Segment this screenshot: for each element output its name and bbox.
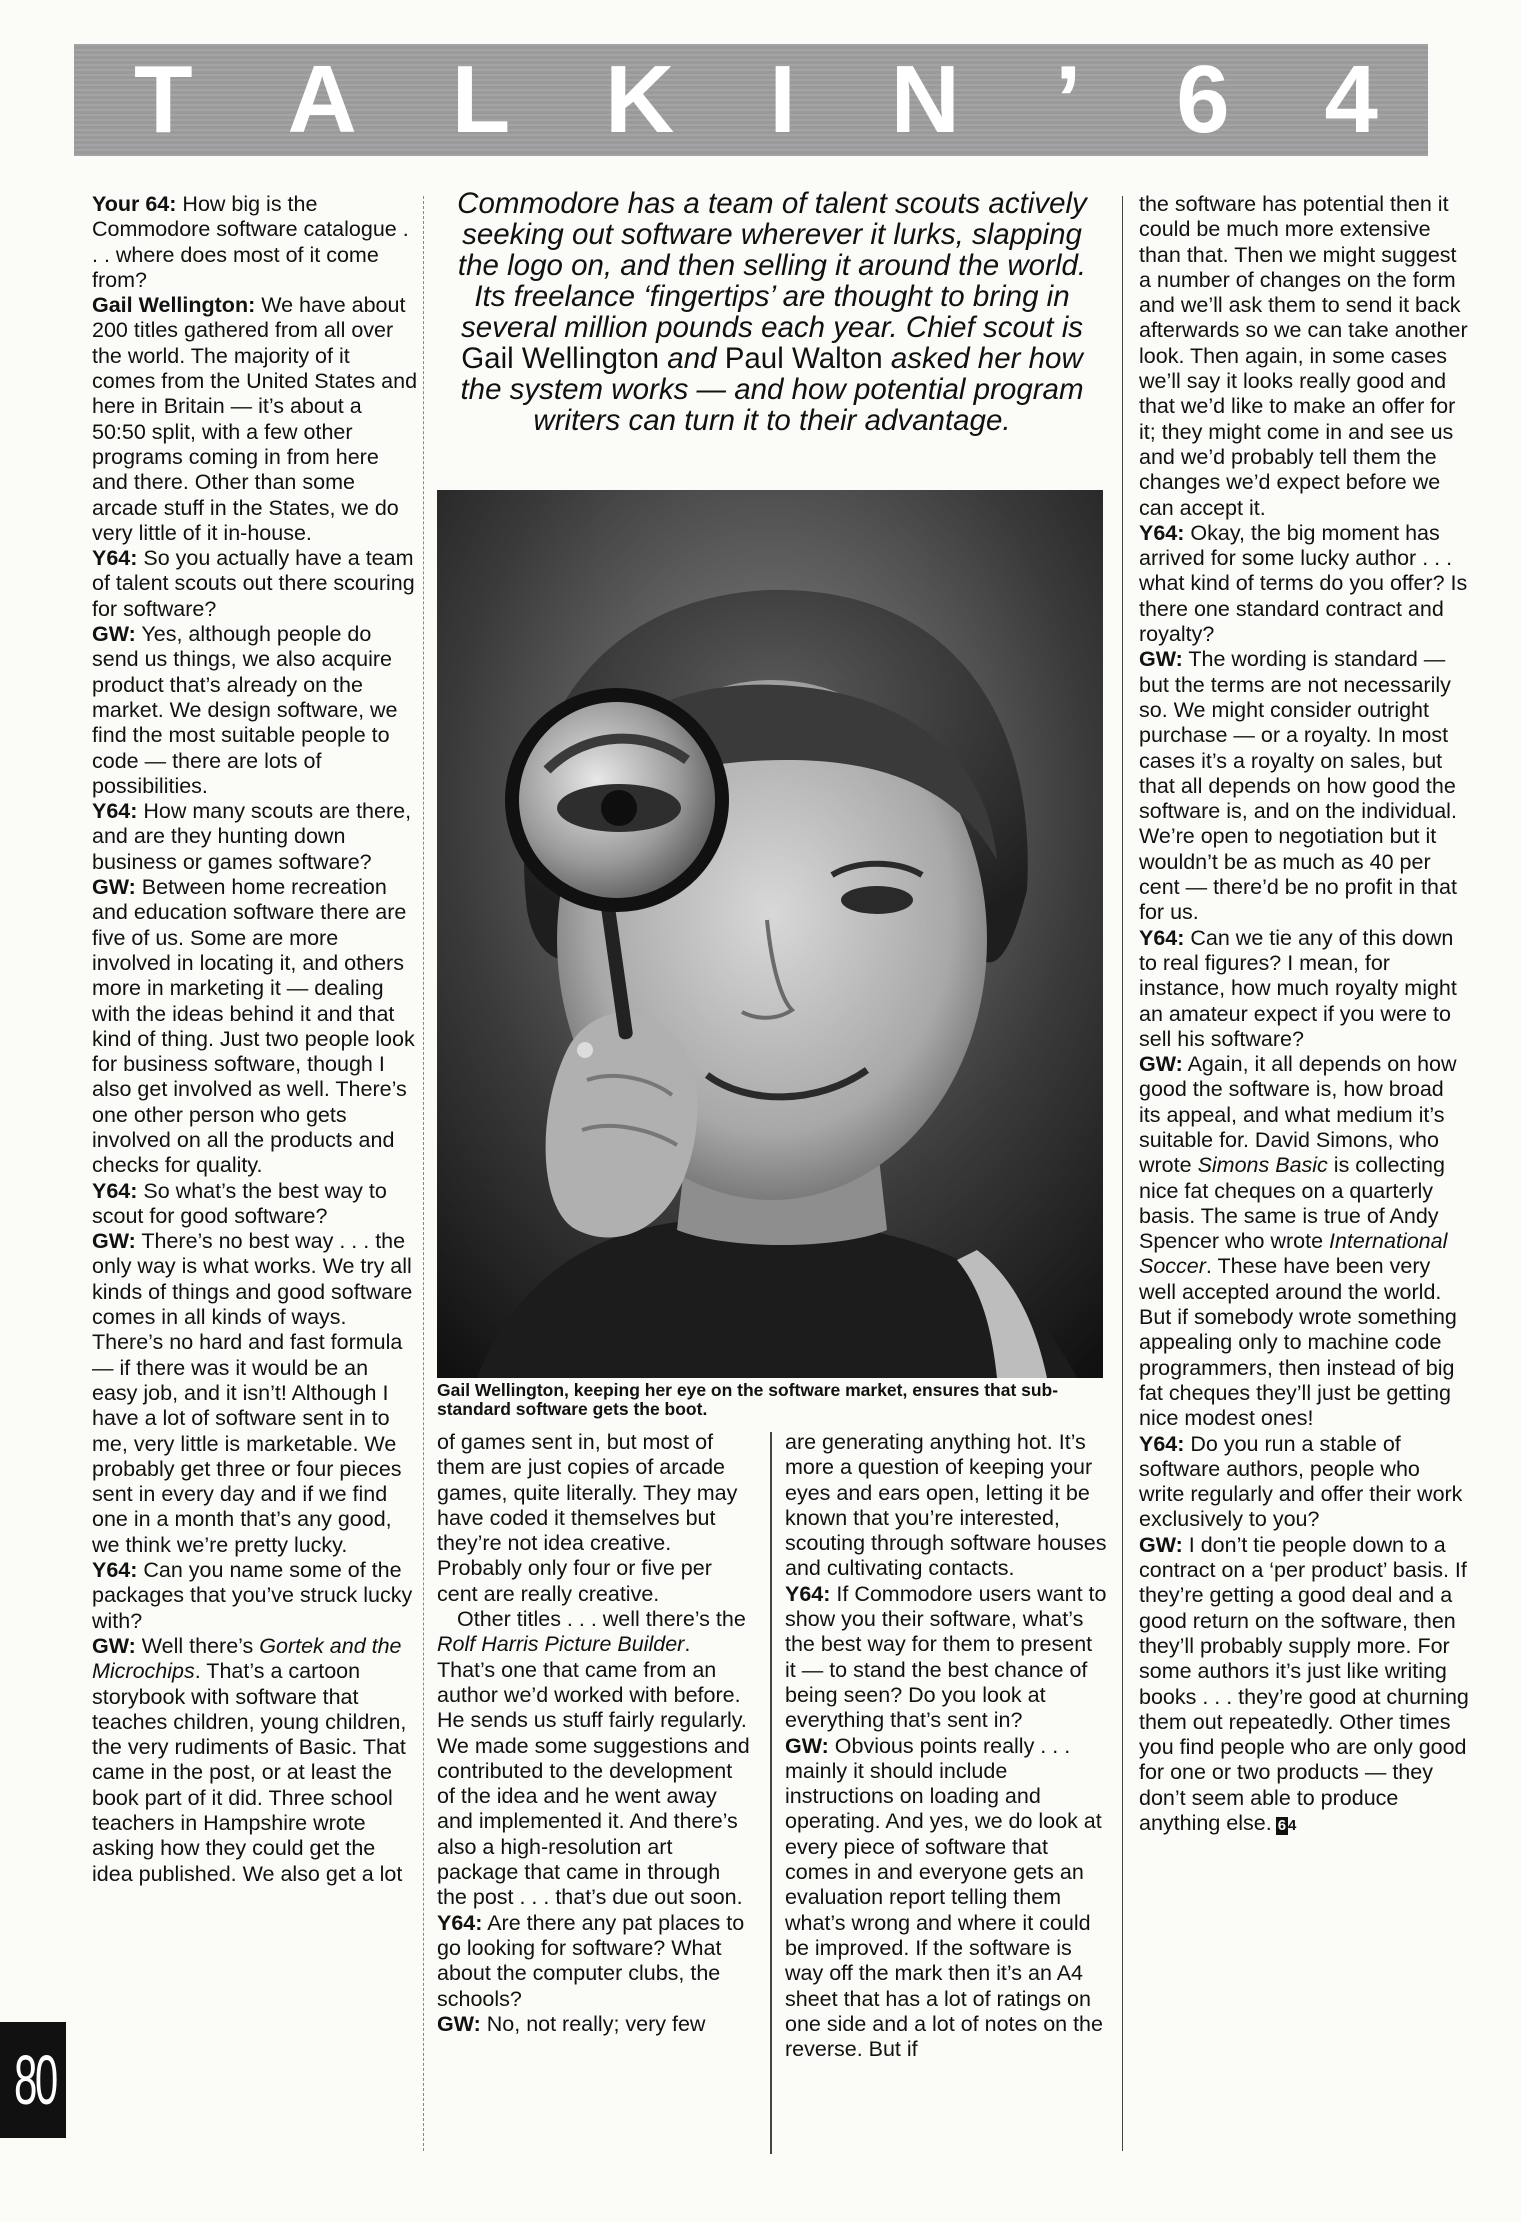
standfirst-name: Paul Walton [724, 342, 883, 375]
speaker-label: Your 64: [92, 192, 177, 216]
title-letter: A [287, 46, 357, 153]
answer-text: I don’t tie people down to a contract on a ‘per product’ basis. If they’re getting a good deal and a good return on the software, then they’ll probably supply more. For some authors it’s just like writing books . . . they’re good at churning them out repeatedly. Other times you find people who are only good for one or two products — they don’t seem able to produce anything else. [1139, 1532, 1469, 1835]
answer-text: The wording is standard — but the terms are not necessarily so. We might consider outright purchase — or a royalty. In most cases it’s a royalty on sales, but that all depends on how good the software is, and on the individual. We’re open to negotiation but it wouldn’t be as much as 40 per cent — there’d be no profit in that for us. [1139, 647, 1457, 925]
speaker-label: Y64: [92, 799, 138, 824]
speaker-label: Y64: [92, 546, 138, 571]
speaker-label: GW: [437, 2011, 481, 2036]
speaker-label: GW: [785, 1733, 829, 1758]
photo-caption: Gail Wellington, keeping her eye on the software market, ensures that sub-standard software gets the boot. [437, 1380, 1059, 1419]
title-banner [74, 44, 1428, 156]
paragraph [1139, 926, 1471, 1052]
answer-text: the software has potential then it could be much more extensive than that. Then we might suggest a number of changes on the form and we’ll ask them to send it back afterwards so we can take another look. Then again, in some cases we’ll say it looks really good and that we’d like to make an offer for it; they might come in and see us and we’d probably tell them the changes we’d expect before we can accept it. [1139, 192, 1468, 520]
paragraph [437, 2012, 753, 2037]
column-divider [770, 1432, 772, 2154]
standfirst [445, 188, 1099, 436]
speaker-label: Y64: [785, 1581, 831, 1606]
paragraph [437, 1607, 753, 1911]
paragraph [92, 293, 418, 546]
speaker-label: Y64: [92, 1558, 138, 1583]
interview-column-2a [437, 1430, 753, 2037]
speaker-label: Y64: [1139, 1431, 1185, 1456]
paragraph [1139, 1533, 1471, 1839]
title-italic: Rolf Harris Picture Builder [437, 1632, 685, 1657]
speaker-label: GW: [92, 1229, 136, 1254]
speaker-label: GW: [1139, 1532, 1183, 1557]
question-text: Are there any pat places to go looking for software? What about the computer clubs, the schools? [437, 1910, 745, 2011]
speaker-label: Y64: [437, 1910, 483, 1935]
interview-column-3 [1139, 192, 1471, 1838]
question-text: Do you run a stable of software authors, people who write regularly and offer their work exclusively to you? [1139, 1431, 1463, 1532]
paragraph [1139, 521, 1471, 647]
interview-column-1 [92, 192, 418, 1887]
answer-text: Between home recreation and education software there are five of us. Some are more involved in locating it, and others more in marketing it — dealing with the ideas behind it and that kind of thing. Just two people look for business software, though I also get involved as well. There’s one other person who gets involved on all the products and checks for quality. [92, 875, 415, 1178]
page-number [0, 2022, 66, 2138]
end-mark-tail: 4 [1288, 1817, 1297, 1834]
answer-text: are generating anything hot. It’s more a question of keeping your eyes and ears open, letting it be known that you’re interested, scouting through software houses and cultivating contacts. [785, 1430, 1107, 1581]
paragraph [1139, 647, 1471, 925]
speaker-label: GW: [92, 1633, 136, 1658]
title-letter: I [769, 46, 796, 153]
standfirst-name: Gail Wellington [461, 342, 660, 375]
title-letter: ’ [1054, 46, 1082, 153]
question-text: Okay, the big moment has arrived for some lucky author . . . what kind of terms do you offer? Is there one standard contract and royalty? [1139, 520, 1468, 647]
portrait-photo [437, 490, 1103, 1378]
paragraph [92, 1558, 418, 1634]
paragraph [92, 1179, 418, 1230]
title-letter: N [890, 46, 960, 153]
speaker-label: GW: [92, 622, 136, 647]
paragraph [785, 1430, 1107, 1582]
answer-text: Again, it all depends on how good the software is, how broad its appeal, and what medium it’s suitable for. David Simons, who wrote [1139, 1052, 1457, 1178]
answer-text: There’s no best way . . . the only way is what works. We try all kinds of things and good software comes in all kinds of ways. There’s no hard and fast formula — if there was it would be an easy job, and it isn’t! Although I have a lot of software sent in to me, very little is marketable. We probably get three or four pieces sent in every day and if we find one in a month that’s any good, we think we’re pretty lucky. [92, 1229, 413, 1557]
standfirst-text: and [659, 342, 725, 375]
question-text: So you actually have a team of talent scouts out there scouring for software? [92, 546, 415, 621]
speaker-label: Y64: [1139, 925, 1185, 950]
answer-text: . That’s a cartoon storybook with software that teaches children, young children, the very rudiments of Basic. That came in the post, or at least the book part of it did. Three school teachers in Hampshire wrote asking how they could get the idea published. We also get a lot [92, 1659, 407, 1886]
paragraph [437, 1430, 753, 1607]
paragraph [92, 875, 418, 1179]
answer-text: . That’s one that came from an author we’d worked with before. He sends us stuff fairly regularly. We made some suggestions and contributed to the development of the idea and he went away and implemented it. And there’s also a high-resolution art package that came in through the post . . . that’s due out soon. [437, 1632, 750, 1910]
question-text: Can we tie any of this down to real figures? I mean, for instance, how much royalty might an amateur expect if you were to sell his software? [1139, 925, 1457, 1051]
interview-column-2b [785, 1430, 1107, 2062]
page-number-text: 80 [13, 2041, 56, 2119]
paragraph [1139, 1432, 1471, 1533]
answer-text: is collecting nice fat cheques on a quarterly basis. The same is true of Andy Spencer who wrote [1139, 1153, 1445, 1254]
title-letter: L [451, 46, 511, 153]
portrait-illustration [437, 490, 1103, 1378]
paragraph [92, 1634, 418, 1887]
answer-text: No, not really; very few [480, 2011, 706, 2036]
paragraph [92, 192, 418, 293]
title-letter: K [605, 46, 675, 153]
speaker-label: GW: [1139, 647, 1183, 672]
question-text: Can you name some of the packages that you’ve struck lucky with? [92, 1558, 413, 1633]
paragraph [92, 622, 418, 799]
paragraph [785, 1582, 1107, 1734]
answer-text: Obvious points really . . . mainly it should include instructions on loading and operating. And yes, we do look at every piece of software that comes in and everyone gets an evaluation report telling them what’s wrong and where it could be improved. If the software is way off the mark then it’s an A4 sheet that has a lot of ratings on one side and a lot of notes on the reverse. But if [785, 1733, 1103, 2062]
answer-text: Well there’s [135, 1633, 260, 1658]
question-text: If Commodore users want to show you their software, what’s the best way for them to present it — to stand the best chance of being seen? Do you look at everything that’s sent in? [785, 1581, 1107, 1733]
answer-text: We have about 200 titles gathered from all over the world. The majority of it comes from the United States and here in Britain — it’s about a 50:50 split, with a few other programs coming in from here and there. Other than some arcade stuff in the States, we do very little of it in-house. [92, 293, 418, 545]
paragraph [92, 799, 418, 875]
answer-text: . These have been very well accepted around the world. But if somebody wrote something appealing only to machine code programmers, then instead of big fat cheques they’ll just be getting nice modest ones! [1139, 1254, 1457, 1431]
speaker-label: Gail Wellington: [92, 293, 256, 318]
end-mark-icon: 6 [1277, 1817, 1287, 1834]
standfirst-text: asked her how the system works — and how potential program writers can turn it to their advantage. [460, 342, 1084, 437]
title-italic: Simons Basic [1197, 1153, 1328, 1178]
speaker-label: Y64: [1139, 520, 1185, 545]
title-letter: 4 [1324, 46, 1378, 153]
answer-text: How big is the Commodore software catalogue . . . where does most of it come from? [92, 192, 409, 292]
speaker-label: Y64: [92, 1178, 138, 1203]
title-italic: International Soccer [1139, 1229, 1448, 1279]
paragraph [1139, 1052, 1471, 1431]
paragraph [92, 546, 418, 622]
answer-text: of games sent in, but most of them are just copies of arcade games, quite literally. They may have coded it themselves but they’re not idea creative. Probably only four or five per cent are really creative. [437, 1430, 738, 1606]
paragraph [1139, 192, 1471, 521]
title-letter: T [134, 46, 193, 153]
answer-text: Other titles . . . well there’s the [457, 1607, 746, 1632]
speaker-label: GW: [92, 875, 136, 900]
question-text: So what’s the best way to scout for good software? [92, 1178, 387, 1228]
question-text: How many scouts are there, and are they hunting down business or games software? [92, 799, 412, 874]
answer-text: Yes, although people do send us things, we also acquire product that’s already on the market. We design software, we find the most suitable people to code — there are lots of possibilities. [92, 622, 398, 798]
standfirst-text: Commodore has a team of talent scouts actively seeking out software wherever it lurks, slapping the logo on, and then selling it around the world. Its freelance ‘fingertips’ are thought to bring in several million pounds each year. Chief scout is [457, 187, 1087, 344]
speaker-label: GW: [1139, 1052, 1183, 1077]
paragraph [437, 1911, 753, 2012]
title-letter: 6 [1176, 46, 1230, 153]
title-italic: Gortek and the Microchips [92, 1633, 402, 1684]
paragraph [92, 1229, 418, 1558]
paragraph [785, 1734, 1107, 2063]
